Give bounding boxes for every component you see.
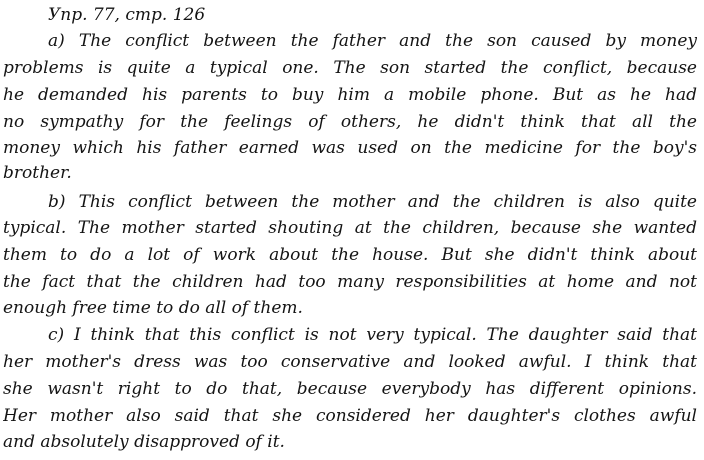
paragraph-a-line-1: a) The conflict between the father and the son caused by money bbox=[48, 31, 697, 51]
paragraph-b-line-4: the fact that the children had too many responsibilities at home and not bbox=[3, 272, 697, 292]
paragraph-c-line-2: her mother's dress was too conservative and looked awful. I think that bbox=[3, 352, 697, 372]
paragraph-c-line-3: she wasn't right to do that, because everybody has different opinions. bbox=[3, 379, 697, 399]
paragraph-c-line-5: and absolutely disapproved of it. bbox=[3, 432, 285, 452]
paragraph-b-line-3: them to do a lot of work about the house. But she didn't think about bbox=[3, 245, 697, 265]
paragraph-b-line-1: b) This conflict between the mother and the children is also quite bbox=[48, 192, 697, 212]
paragraph-c-line-4: Her mother also said that she considered her daughter's clothes awful bbox=[3, 406, 697, 426]
paragraph-a-line-5: money which his father earned was used on the medicine for the boy's bbox=[3, 138, 697, 158]
paragraph-a-line-2: problems is quite a typical one. The son started the conflict, because bbox=[3, 58, 697, 78]
exercise-heading: Упр. 77, стр. 126 bbox=[48, 5, 206, 25]
paragraph-a-line-6: brother. bbox=[3, 163, 72, 183]
paragraph-b-line-5: enough free time to do all of them. bbox=[3, 298, 303, 318]
paragraph-a-line-4: no sympathy for the feelings of others, he didn't think that all the bbox=[3, 112, 697, 132]
paragraph-b-line-2: typical. The mother started shouting at the children, because she wanted bbox=[3, 218, 697, 238]
paragraph-a-line-3: he demanded his parents to buy him a mobile phone. But as he had bbox=[3, 85, 697, 105]
paragraph-c-line-1: c) I think that this conflict is not very typical. The daughter said that bbox=[48, 325, 697, 345]
